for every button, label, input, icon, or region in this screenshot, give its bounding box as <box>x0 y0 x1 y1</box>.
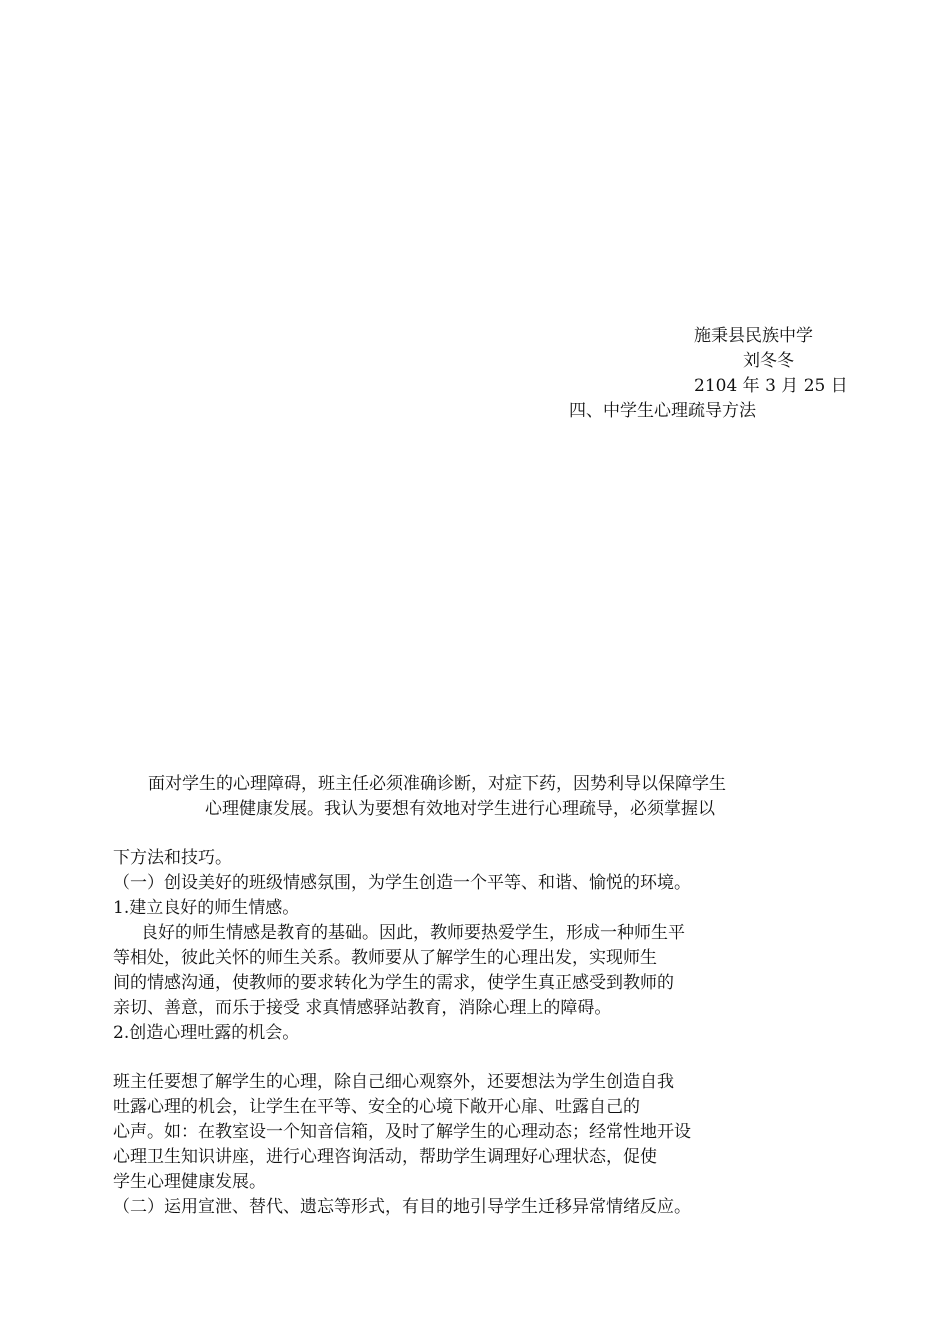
sub1-line-3: 间的情感沟通，使教师的要求转化为学生的需求，使学生真正感受到教师的 <box>113 973 674 993</box>
sub1-line-1: 良好的师生情感是教育的基础。因此，教师要热爱学生，形成一种师生平 <box>141 923 685 943</box>
sub2-line-5: 学生心理健康发展。 <box>113 1172 266 1192</box>
sub2-line-1: 班主任要想了解学生的心理，除自己细心观察外，还要想法为学生创造自我 <box>113 1072 674 1092</box>
school-name: 施秉县民族中学 <box>694 326 813 346</box>
sub1-line-2: 等相处，彼此关怀的师生关系。教师要从了解学生的心理出发，实现师生 <box>113 948 657 968</box>
intro-line-2: 心理健康发展。我认为要想有效地对学生进行心理疏导，必须掌握以 <box>205 799 715 819</box>
part2-heading: （二）运用宣泄、替代、遗忘等形式，有目的地引导学生迁移异常情绪反应。 <box>113 1197 691 1217</box>
author-name: 刘冬冬 <box>743 351 794 371</box>
sub1-title: 1.建立良好的师生情感。 <box>113 898 300 918</box>
intro-line-1: 面对学生的心理障碍，班主任必须准确诊断，对症下药，因势利导以保障学生 <box>148 774 726 794</box>
sub2-title: 2.创造心理吐露的机会。 <box>113 1023 300 1043</box>
part1-heading: （一）创设美好的班级情感氛围，为学生创造一个平等、和谐、愉悦的环境。 <box>113 873 691 893</box>
sub2-line-2: 吐露心理的机会，让学生在平等、安全的心境下敞开心扉、吐露自己的 <box>113 1097 640 1117</box>
intro-line-3: 下方法和技巧。 <box>113 848 232 868</box>
sub1-line-4: 亲切、善意，而乐于接受 求真情感驿站教育，消除心理上的障碍。 <box>113 998 612 1018</box>
sub2-line-4: 心理卫生知识讲座，进行心理咨询活动，帮助学生调理好心理状态，促使 <box>113 1147 657 1167</box>
date: 2104 年 3 月 25 日 <box>694 376 848 396</box>
sub2-line-3: 心声。如：在教室设一个知音信箱，及时了解学生的心理动态；经常性地开设 <box>113 1122 691 1142</box>
section-title: 四、中学生心理疏导方法 <box>569 401 756 421</box>
